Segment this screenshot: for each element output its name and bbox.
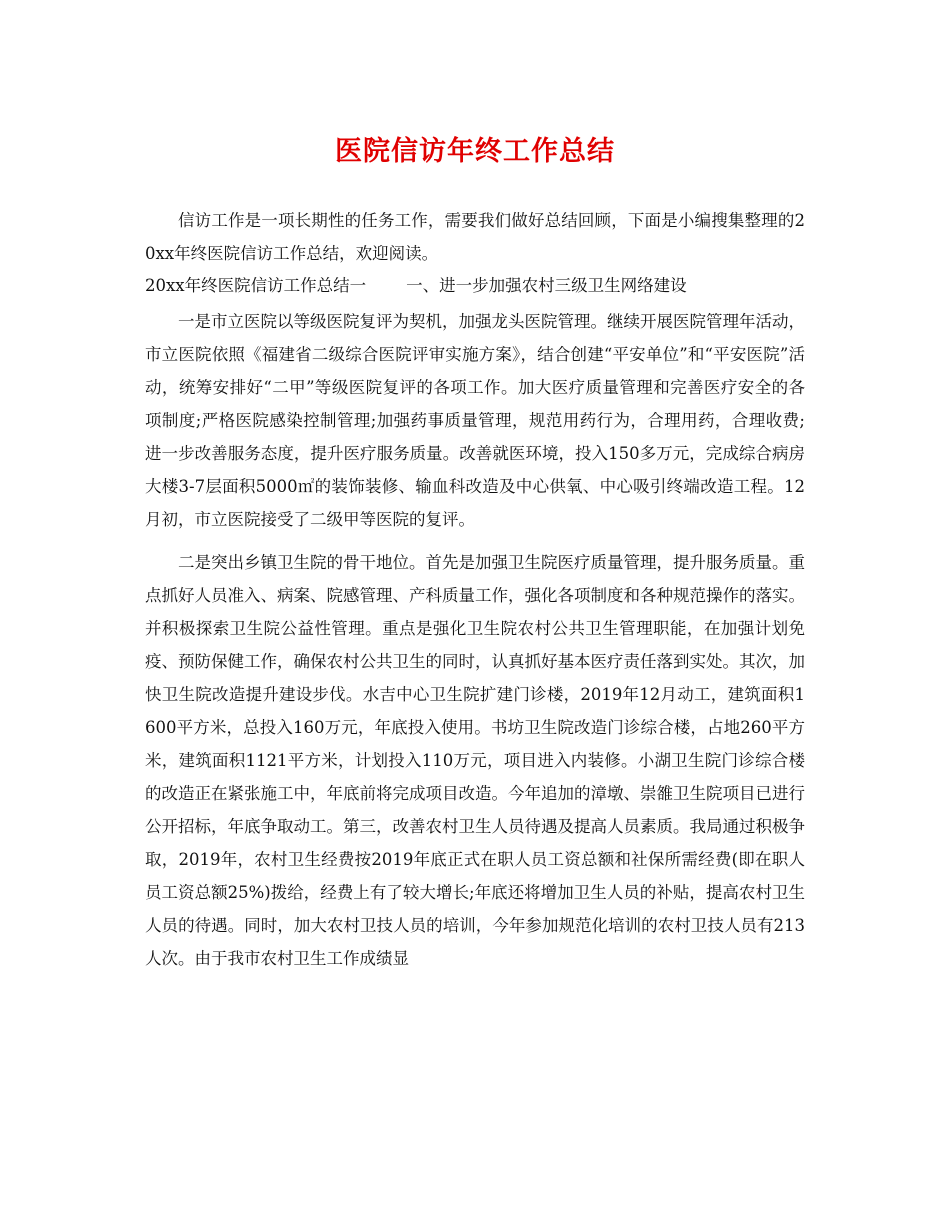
document-body xyxy=(145,204,805,975)
section-heading-right: 一、进一步加强农村三级卫生网络建设 xyxy=(406,276,687,295)
section-heading-left: 20xx年终医院信访工作总结一 xyxy=(145,276,367,295)
intro-paragraph: 信访工作是一项长期性的任务工作，需要我们做好总结回顾，下面是小编搜集整理的20xx年终医院信访工作总结，欢迎阅读。 xyxy=(145,211,805,263)
document-title: 医院信访年终工作总结 xyxy=(335,136,615,167)
paragraph-2: 二是突出乡镇卫生院的骨干地位。首先是加强卫生院医疗质量管理，提升服务质量。重点抓好人员准入、病案、院感管理、产科质量工作，强化各项制度和各种规范操作的落实。并积极探索卫生院公益性管理。重点是强化卫生院农村公共卫生管理职能，在加强计划免疫、预防保健工作，确保农村公共卫生的同时，认真抓好基本医疗责任落到实处。其次，加快卫生院改造提升建设步伐。水吉中心卫生院扩建门诊楼，2019年12月动工，建筑面积1600平方米，总投入160万元，年底投入使用。书坊卫生院改造门诊综合楼，占地260平方米，建筑面积1121平方米，计划投入110万元，项目进入内装修。小湖卫生院门诊综合楼的改造正在紧张施工中，年底前将完成项目改造。今年追加的漳墩、崇雒卫生院项目已进行公开招标，年底争取动工。第三，改善农村卫生人员待遇及提高人员素质。我局通过积极争取，2019年，农村卫生经费按2019年底正式在职人员工资总额和社保所需经费(即在职人员工资总额25%)拨给，经费上有了较大增长;年底还将增加卫生人员的补贴，提高农村卫生人员的待遇。同时，加大农村卫技人员的培训，今年参加规范化培训的农村卫技人员有213人次。由于我市农村卫生工作成绩显 xyxy=(145,553,805,968)
section-heading-line xyxy=(145,270,805,301)
paragraph-1: 一是市立医院以等级医院复评为契机，加强龙头医院管理。继续开展医院管理年活动，市立医院依照《福建省二级综合医院评审实施方案》，结合创建“平安单位”和“平安医院”活动，统筹安排好“二甲”等级医院复评的各项工作。加大医疗质量管理和完善医疗安全的各项制度;严格医院感染控制管理;加强药事质量管理，规范用药行为，合理用药，合理收费;进一步改善服务态度，提升医疗服务质量。改善就医环境，投入150多万元，完成综合病房大楼3-7层面积5000㎡的装饰装修、输血科改造及中心供氧、中心吸引终端改造工程。12月初，市立医院接受了二级甲等医院的复评。 xyxy=(145,312,805,529)
paragraph-spacer xyxy=(145,536,805,544)
